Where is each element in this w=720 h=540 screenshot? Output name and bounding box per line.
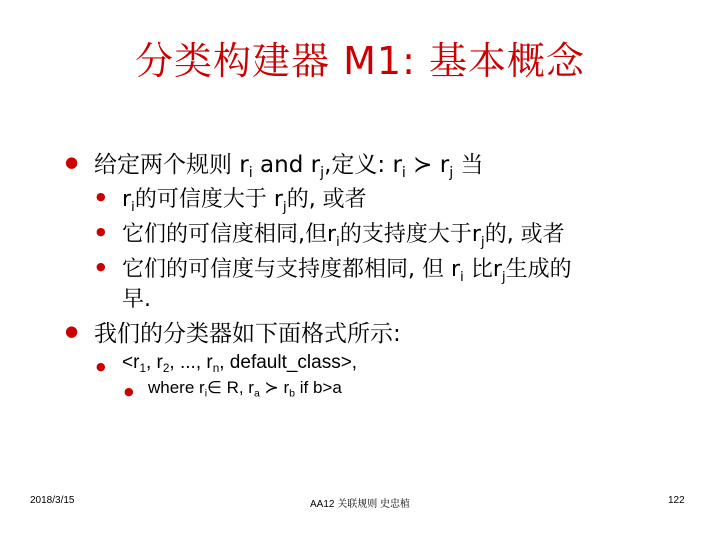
- sub-bullet-marker: ●: [96, 360, 106, 373]
- sub-bullet-marker: ●: [96, 190, 106, 203]
- classifier-sequence-text: $<r_1$, $r_2$, ..., $r_n$, default_class>,: [122, 352, 358, 376]
- generation-order-text: 它们的可信度与支持度都相同, 但 $r_i$ 比$r_j$生成的: [122, 257, 572, 285]
- bullet-marker: ●: [65, 153, 79, 171]
- support-condition-text: 它们的可信度相同,但$r_i$的支持度大于$r_j$的, 或者: [122, 222, 565, 250]
- confidence-condition-text: $r_i$的可信度大于 $r_j$的, 或者: [122, 187, 367, 215]
- sub-bullet-marker: ●: [96, 225, 106, 238]
- footer-center-text: AA12 关联规则 史忠植: [309, 499, 411, 510]
- footer-date: 2018/3/15: [30, 495, 75, 506]
- rule-definition-text: 给定两个规则 $r_i$ and $r_j$,定义: $r_i$ ≻ $r_j$ 当: [94, 152, 484, 181]
- slide-title: 分类构建器 M1: 基本概念: [135, 39, 585, 83]
- classifier-format-text: 我们的分类器如下面格式所示:: [94, 321, 401, 347]
- generation-order-continuation: 早.: [122, 287, 151, 312]
- bullet-marker: ●: [65, 322, 79, 340]
- sub-sub-bullet-marker: ●: [124, 385, 134, 398]
- ordering-condition-text: where $r_i\in$ R, $r_a$ ≻ $r_b$ if b>a: [148, 378, 342, 400]
- page-number: 122: [668, 495, 685, 506]
- sub-bullet-marker: ●: [96, 260, 106, 273]
